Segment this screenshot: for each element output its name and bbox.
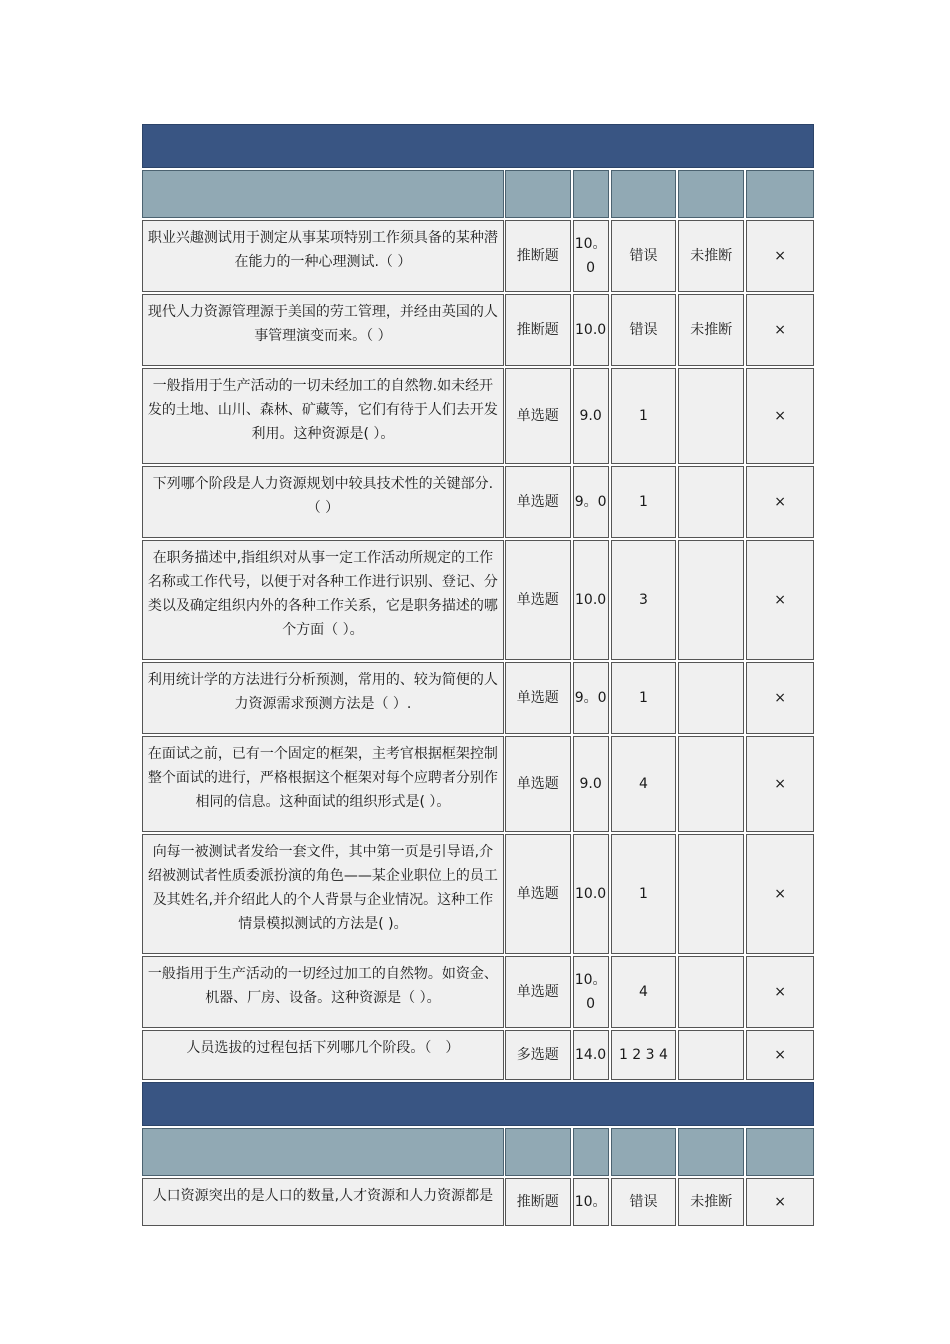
score-cell: 10。0 — [573, 220, 609, 292]
type-cell: 推断题 — [505, 1178, 571, 1226]
table-row — [142, 294, 814, 366]
header-cell-mark — [746, 170, 814, 218]
section-title-bar — [142, 1082, 814, 1126]
header-cell-answer — [611, 1128, 677, 1176]
type-cell: 推断题 — [505, 294, 571, 366]
question-cell: 人员选拔的过程包括下列哪几个阶段。（ ） — [142, 1030, 504, 1080]
section-title-bar — [142, 124, 814, 168]
result-cell — [678, 834, 744, 954]
result-cell — [678, 736, 744, 832]
answer-cell: 1 — [611, 466, 677, 538]
answer-cell: 3 — [611, 540, 677, 660]
header-cell-answer — [611, 170, 677, 218]
score-cell: 10.0 — [573, 294, 609, 366]
question-cell: 职业兴趣测试用于测定从事某项特别工作须具备的某种潜在能力的一种心理测试.（ ） — [142, 220, 504, 292]
type-cell: 推断题 — [505, 220, 571, 292]
result-cell: 未推断 — [678, 294, 744, 366]
type-cell: 多选题 — [505, 1030, 571, 1080]
result-cell — [678, 466, 744, 538]
table-row — [142, 540, 814, 660]
header-cell-result — [678, 1128, 744, 1176]
type-cell: 单选题 — [505, 736, 571, 832]
mark-cell: × — [746, 294, 814, 366]
question-cell: 人口资源突出的是人口的数量,人才资源和人力资源都是 — [142, 1178, 504, 1226]
section2-rows — [142, 1178, 814, 1226]
answer-cell: 1 — [611, 662, 677, 734]
answer-cell: 错误 — [611, 1178, 677, 1226]
answer-cell: 1 2 3 4 — [611, 1030, 677, 1080]
question-cell: 现代人力资源管理源于美国的劳工管理，并经由英国的人事管理演变而来。（ ） — [142, 294, 504, 366]
answer-cell: 4 — [611, 736, 677, 832]
question-cell: 下列哪个阶段是人力资源规划中较具技术性的关键部分.（ ） — [142, 466, 504, 538]
table-row — [142, 466, 814, 538]
table-row — [142, 1030, 814, 1080]
answer-cell: 错误 — [611, 220, 677, 292]
header-cell-question — [142, 1128, 504, 1176]
header-cell-score — [573, 170, 609, 218]
type-cell: 单选题 — [505, 956, 571, 1028]
score-cell: 9。0 — [573, 466, 609, 538]
type-cell: 单选题 — [505, 466, 571, 538]
result-cell — [678, 368, 744, 464]
result-cell — [678, 540, 744, 660]
type-cell: 单选题 — [505, 834, 571, 954]
question-cell: 在职务描述中,指组织对从事一定工作活动所规定的工作名称或工作代号，以便于对各种工作进行识别、登记、分类以及确定组织内外的各种工作关系，它是职务描述的哪个方面（ ）。 — [142, 540, 504, 660]
mark-cell: × — [746, 368, 814, 464]
header-cell-type — [505, 170, 571, 218]
score-cell: 10。0 — [573, 956, 609, 1028]
table-row — [142, 834, 814, 954]
table-row — [142, 368, 814, 464]
result-cell: 未推断 — [678, 220, 744, 292]
score-cell: 10。 — [573, 1178, 609, 1226]
quiz-table — [142, 124, 814, 1226]
table-row — [142, 220, 814, 292]
question-cell: 向每一被测试者发给一套文件，其中第一页是引导语,介绍被测试者性质委派扮演的角色——某企业职位上的员工及其姓名,并介绍此人的个人背景与企业情况。这种工作情景模拟测试的方法是( )。 — [142, 834, 504, 954]
mark-cell: × — [746, 736, 814, 832]
header-cell-question — [142, 170, 504, 218]
score-cell: 10.0 — [573, 540, 609, 660]
type-cell: 单选题 — [505, 368, 571, 464]
question-cell: 在面试之前，已有一个固定的框架，主考官根据框架控制整个面试的进行，严格根据这个框架对每个应聘者分别作相同的信息。这种面试的组织形式是( ）。 — [142, 736, 504, 832]
table-row — [142, 1178, 814, 1226]
header-cell-mark — [746, 1128, 814, 1176]
score-cell: 9.0 — [573, 368, 609, 464]
question-cell: 一般指用于生产活动的一切经过加工的自然物。如资金、机器、厂房、设备。这种资源是（ ）。 — [142, 956, 504, 1028]
header-cell-score — [573, 1128, 609, 1176]
type-cell: 单选题 — [505, 662, 571, 734]
answer-cell: 4 — [611, 956, 677, 1028]
answer-cell: 1 — [611, 368, 677, 464]
header-cell-type — [505, 1128, 571, 1176]
result-cell — [678, 662, 744, 734]
column-header-row — [142, 1128, 814, 1176]
header-cell-result — [678, 170, 744, 218]
type-cell: 单选题 — [505, 540, 571, 660]
mark-cell: × — [746, 1178, 814, 1226]
mark-cell: × — [746, 956, 814, 1028]
table-row — [142, 662, 814, 734]
question-cell: 一般指用于生产活动的一切未经加工的自然物.如未经开发的土地、山川、森林、矿藏等，它们有待于人们去开发利用。这种资源是( ）。 — [142, 368, 504, 464]
score-cell: 9.0 — [573, 736, 609, 832]
score-cell: 10.0 — [573, 834, 609, 954]
mark-cell: × — [746, 662, 814, 734]
answer-cell: 错误 — [611, 294, 677, 366]
mark-cell: × — [746, 834, 814, 954]
question-cell: 利用统计学的方法进行分析预测，常用的、较为简便的人力资源需求预测方法是（ ）. — [142, 662, 504, 734]
result-cell — [678, 1030, 744, 1080]
table-row — [142, 956, 814, 1028]
mark-cell: × — [746, 540, 814, 660]
answer-cell: 1 — [611, 834, 677, 954]
score-cell: 14.0 — [573, 1030, 609, 1080]
mark-cell: × — [746, 466, 814, 538]
result-cell: 未推断 — [678, 1178, 744, 1226]
score-cell: 9。0 — [573, 662, 609, 734]
section1-rows — [142, 220, 814, 1080]
table-row — [142, 736, 814, 832]
mark-cell: × — [746, 220, 814, 292]
mark-cell: × — [746, 1030, 814, 1080]
column-header-row — [142, 170, 814, 218]
result-cell — [678, 956, 744, 1028]
